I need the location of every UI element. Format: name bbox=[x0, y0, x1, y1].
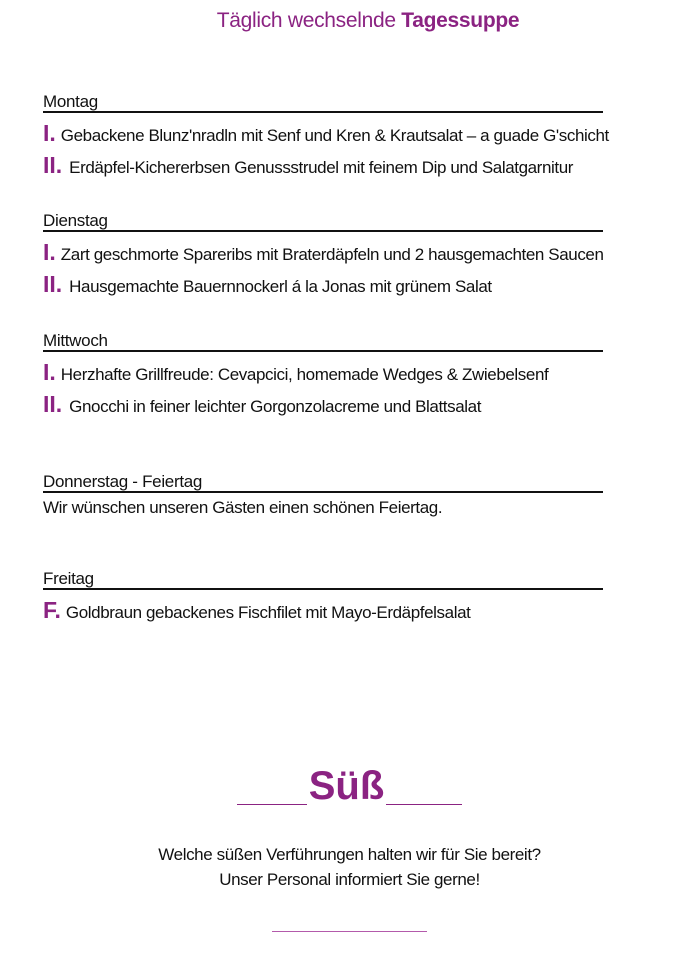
day-section-monday bbox=[43, 92, 609, 181]
dish-numeral: II. bbox=[43, 152, 63, 178]
day-section-friday bbox=[43, 570, 603, 626]
soup-heading-prefix: Täglich wechselnde bbox=[216, 9, 402, 32]
dish-monday-1 bbox=[43, 117, 609, 149]
dish-friday-1 bbox=[43, 594, 603, 626]
day-header-thursday: Donnerstag - Feiertag bbox=[43, 473, 603, 493]
day-section-tuesday bbox=[43, 212, 603, 300]
dish-numeral: II. bbox=[43, 391, 63, 417]
dish-text: Herzhafte Grillfreude: Cevapcici, homemade Wedges & Zwiebelsenf bbox=[60, 365, 549, 384]
dish-wednesday-1 bbox=[43, 356, 603, 388]
dish-numeral: II. bbox=[43, 271, 63, 297]
dish-text: Gnocchi in feiner leichter Gorgonzolacreme und Blattsalat bbox=[69, 397, 482, 416]
dish-text: Hausgemachte Bauernnockerl á la Jonas mit grünem Salat bbox=[69, 277, 492, 296]
dish-text: Goldbraun gebackenes Fischfilet mit Mayo-Erdäpfelsalat bbox=[65, 603, 471, 622]
dish-numeral: I. bbox=[43, 239, 56, 265]
dish-tuesday-1 bbox=[43, 236, 603, 268]
day-header-tuesday: Dienstag bbox=[43, 212, 603, 232]
footer-divider bbox=[272, 931, 427, 932]
dish-text: Zart geschmorte Spareribs mit Braterdäpfeln und 2 hausgemachten Saucen bbox=[60, 245, 604, 264]
day-section-thursday bbox=[43, 473, 603, 518]
dessert-text-line-2: Unser Personal informiert Sie gerne! bbox=[219, 870, 480, 889]
day-section-wednesday bbox=[43, 332, 603, 420]
dish-numeral: I. bbox=[43, 359, 56, 385]
dish-wednesday-2 bbox=[43, 388, 603, 420]
heading-rule-right bbox=[386, 804, 462, 805]
soup-of-the-day-heading bbox=[0, 9, 699, 33]
day-header-friday: Freitag bbox=[43, 570, 603, 590]
dessert-text-line-1: Welche süßen Verführungen halten wir für Sie bereit? bbox=[158, 845, 541, 864]
dish-text: Erdäpfel-Kichererbsen Genussstrudel mit feinem Dip und Salatgarnitur bbox=[69, 158, 574, 177]
heading-rule-left bbox=[237, 804, 307, 805]
soup-heading-bold: Tagessuppe bbox=[401, 9, 520, 32]
dessert-heading bbox=[0, 762, 699, 810]
holiday-note: Wir wünschen unseren Gästen einen schönen Feiertag. bbox=[43, 498, 443, 517]
dessert-title: Süß bbox=[308, 764, 385, 808]
dish-numeral: F. bbox=[43, 597, 61, 623]
day-header-wednesday: Mittwoch bbox=[43, 332, 603, 352]
day-header-monday: Montag bbox=[43, 93, 603, 113]
dish-text: Gebackene Blunz'nradln mit Senf und Kren & Krautsalat – a guade G'schicht bbox=[60, 126, 609, 145]
dish-tuesday-2 bbox=[43, 268, 603, 300]
dish-numeral: I. bbox=[43, 120, 56, 146]
dessert-section bbox=[0, 762, 699, 810]
dish-monday-2 bbox=[43, 149, 603, 181]
